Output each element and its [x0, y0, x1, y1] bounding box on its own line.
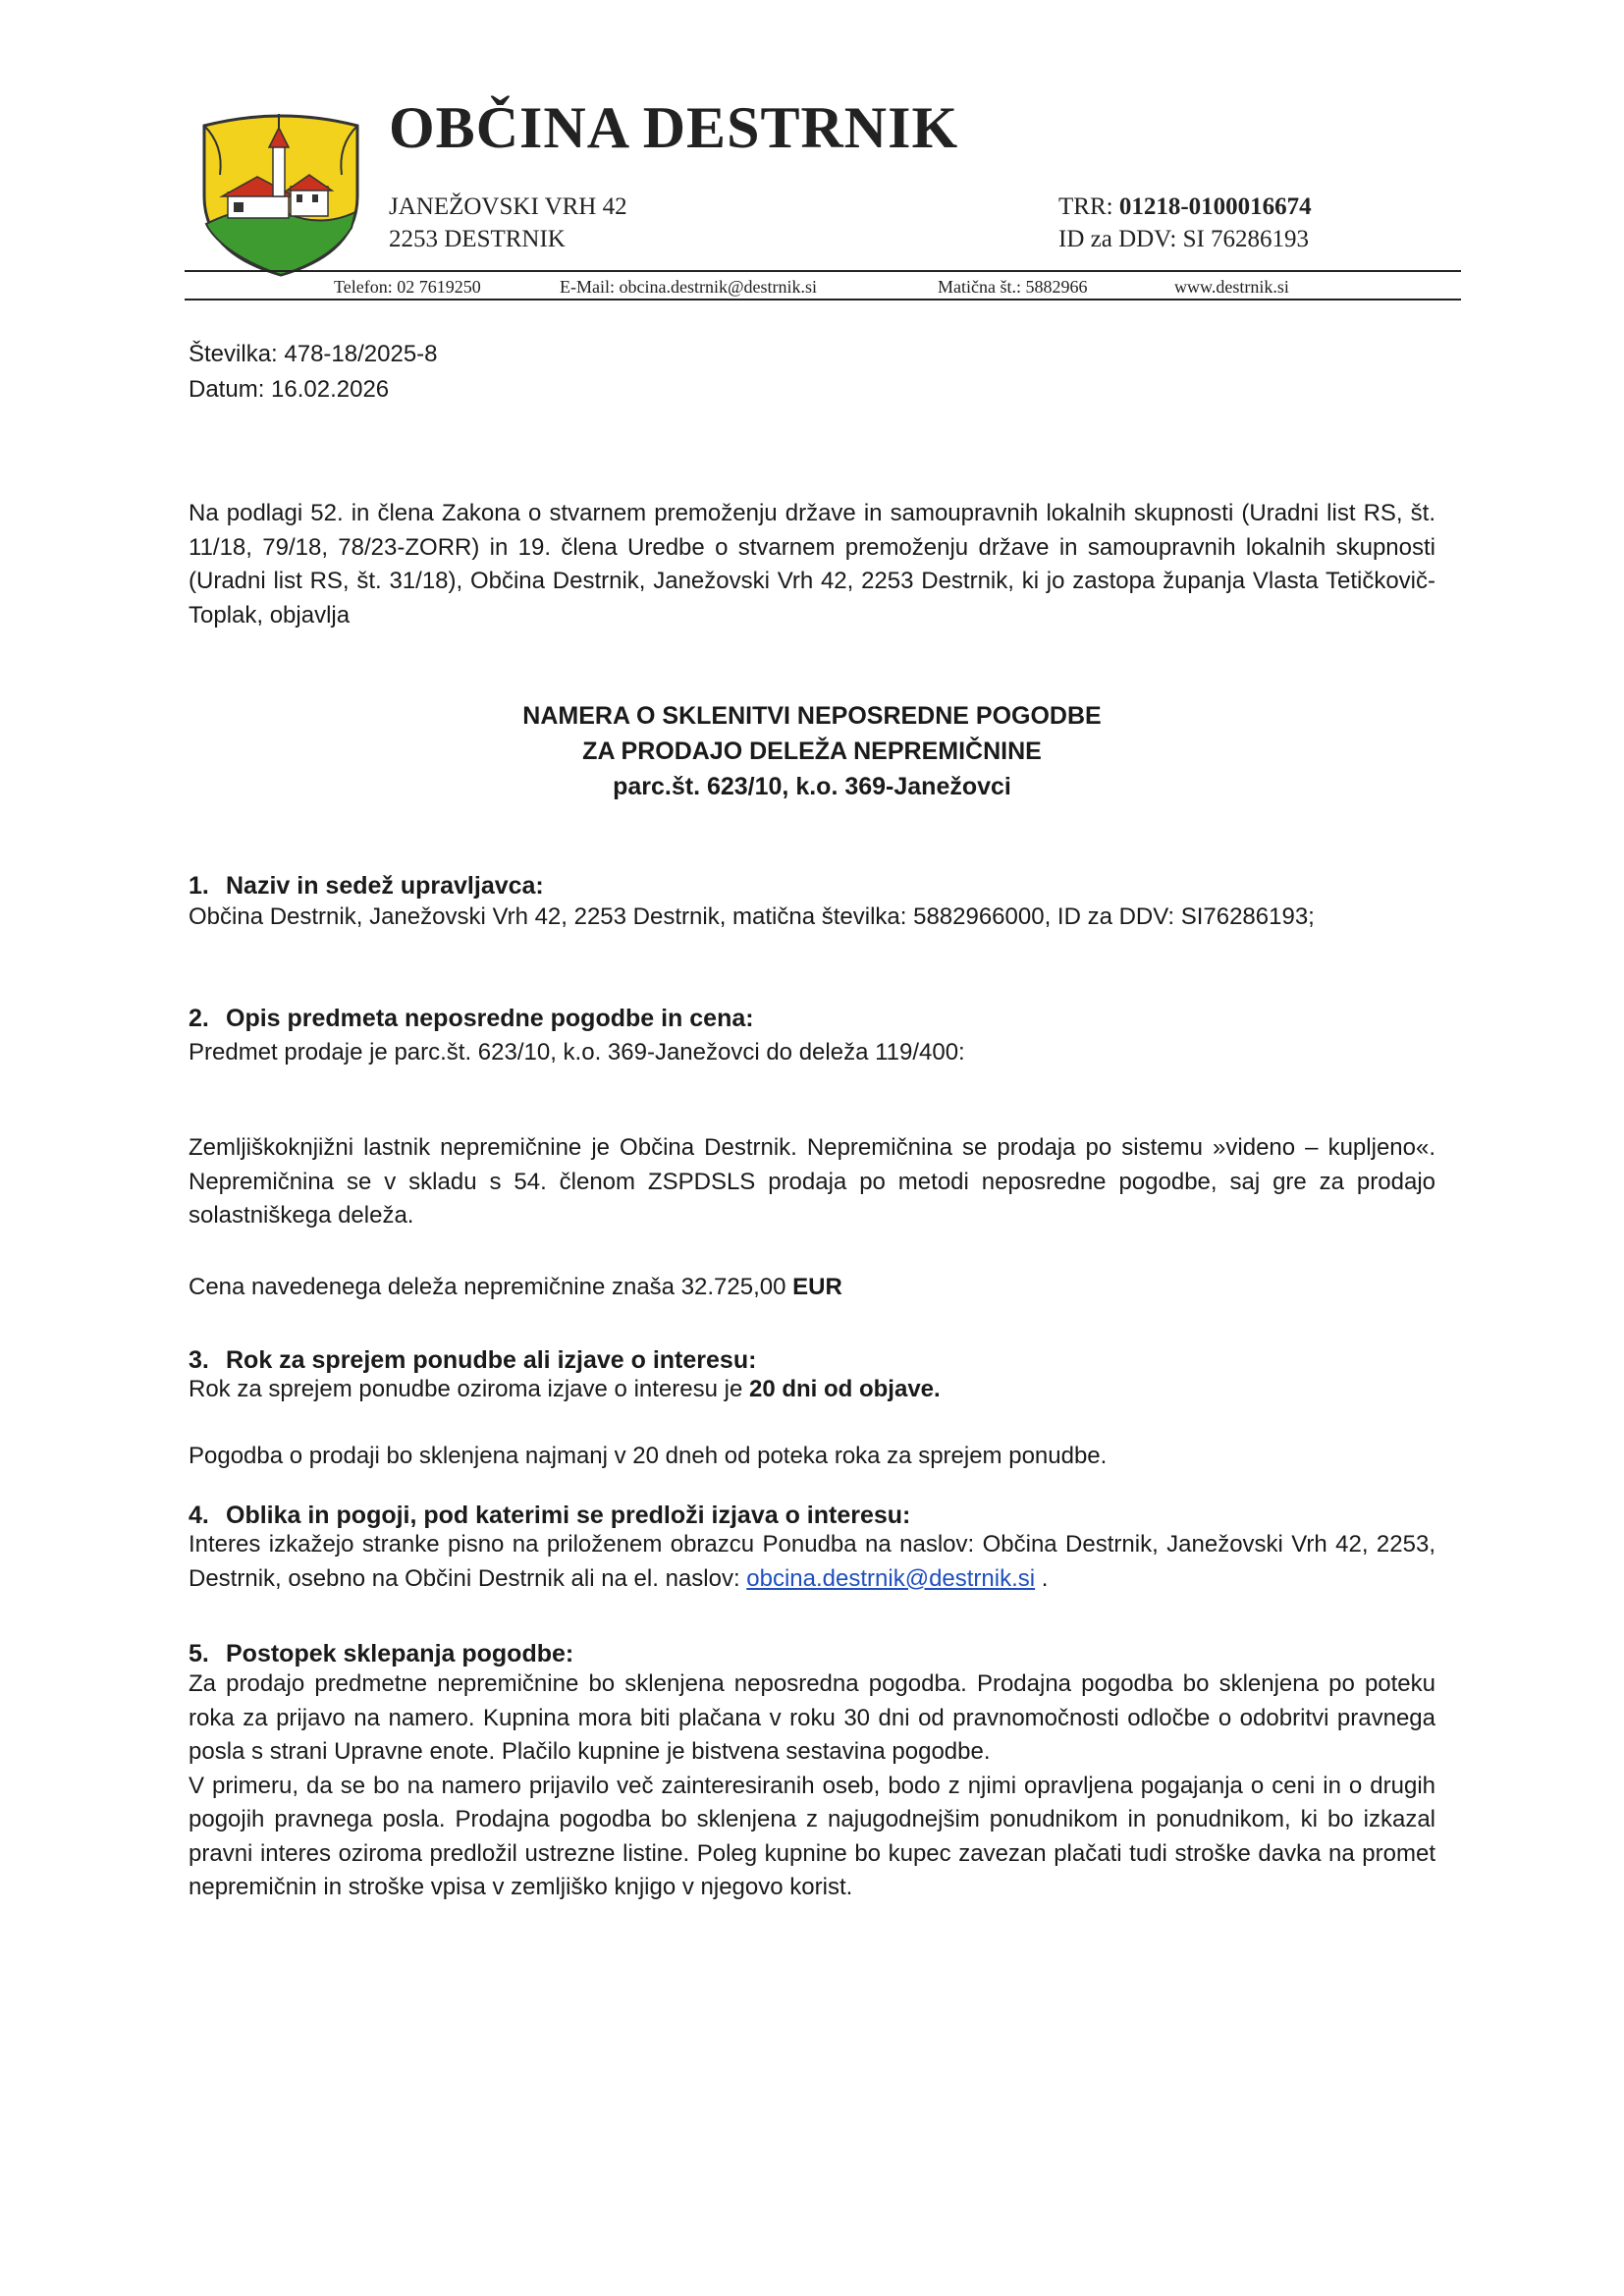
- section-1-text: Občina Destrnik, Janežovski Vrh 42, 2253 Destrnik, matična številka: 5882966000, ID za DDV: SI76286193;: [189, 903, 1315, 930]
- section-3-deadline: 20 dni od objave.: [748, 1376, 941, 1402]
- section-2-text-b: Zemljiškoknjižni lastnik nepremičnine je Občina Destrnik. Nepremičnina se prodaja po sistemu »videno – kupljeno«. Nepremičnina se v skladu s 54. členom ZSPDSLS prodaja po metodi neposredne pogodbe, saj gre za prodajo solastniškega deleža.: [189, 1134, 1435, 1229]
- section-4-number: 4.: [189, 1502, 209, 1529]
- email-link[interactable]: obcina.destrnik@destrnik.si: [746, 1564, 1036, 1592]
- section-2-price: [189, 1271, 1435, 1305]
- price-text: Cena navedenega deleža nepremičnine znaša 32.725,00: [189, 1274, 793, 1300]
- municipality-crest-icon: [194, 106, 367, 279]
- document-title: [189, 698, 1435, 804]
- document-number: Številka: 478-18/2025-8: [189, 341, 438, 367]
- section-4-text: Interes izkažejo stranke pisno na priloženem obrazcu Ponudba na naslov: Občina Destrnik, Janežovski Vrh 42, 2253, Destrnik, osebno na Občini Destrnik ali na el. naslov:: [189, 1531, 1435, 1592]
- section-5-body: [189, 1667, 1435, 1905]
- section-3-body-b: [189, 1440, 1435, 1474]
- trr-line: [1058, 194, 1312, 219]
- section-4-end: .: [1035, 1564, 1049, 1592]
- section-5-title: Postopek sklepanja pogodbe:: [226, 1640, 574, 1667]
- intro-paragraph: [189, 497, 1435, 632]
- section-2-heading: [189, 1007, 754, 1031]
- title-line-1: NAMERA O SKLENITVI NEPOSREDNE POGODBE: [522, 702, 1102, 730]
- contact-phone: Telefon: 02 7619250: [334, 277, 481, 297]
- header-rule-top: [185, 270, 1461, 272]
- section-1-number: 1.: [189, 872, 209, 900]
- section-4-body: [189, 1528, 1435, 1596]
- section-1-heading: [189, 874, 544, 899]
- section-4-title: Oblika in pogoji, pod katerimi se predloži izjava o interesu:: [226, 1502, 911, 1529]
- section-4-heading: [189, 1503, 910, 1528]
- section-5-number: 5.: [189, 1640, 209, 1667]
- address-city: 2253 DESTRNIK: [389, 226, 566, 252]
- ddv-line: ID za DDV: SI 76286193: [1058, 226, 1310, 252]
- section-1-body: [189, 901, 1435, 935]
- title-line-2: ZA PRODAJO DELEŽA NEPREMIČNINE: [582, 738, 1042, 765]
- section-2-text-a: Predmet prodaje je parc.št. 623/10, k.o. 369-Janežovci do deleža 119/400:: [189, 1039, 965, 1066]
- header-rule-bottom: [185, 299, 1461, 301]
- document-date: Datum: 16.02.2026: [189, 376, 390, 403]
- section-5-text-a: Za prodajo predmetne nepremičnine bo sklenjena neposredna pogodba. Prodajna pogodba bo sklenjena po poteku roka za prijavo na namero. Kupnina mora biti plačana v roku 30 dni od pravnomočnosti odločbe o odobritvi pravnega posla s strani Upravne enote. Plačilo kupnine je bistvena sestavina pogodbe.: [189, 1670, 1435, 1765]
- trr-label: TRR:: [1058, 193, 1113, 220]
- section-2-body-b: [189, 1131, 1435, 1233]
- intro-text: Na podlagi 52. in člena Zakona o stvarnem premoženju države in samoupravnih lokalnih skupnosti (Uradni list RS, št. 11/18, 79/18, 78/23-ZORR) in 19. člena Uredbe o stvarnem premoženju države in samoupravnih lokalnih skupnosti (Uradni list RS, št. 31/18), Občina Destrnik, Janežovski Vrh 42, 2253 Destrnik, ki jo zastopa županja Vlasta Tetičkovič-Toplak, objavlja: [189, 500, 1435, 629]
- section-1-title: Naziv in sedež upravljavca:: [226, 872, 544, 900]
- contact-email: E-Mail: obcina.destrnik@destrnik.si: [560, 277, 818, 297]
- section-3-text: Rok za sprejem ponudbe oziroma izjave o interesu je: [189, 1376, 749, 1402]
- section-2-title: Opis predmeta neposredne pogodbe in cena:: [226, 1005, 754, 1032]
- title-line-3: parc.št. 623/10, k.o. 369-Janežovci: [613, 773, 1011, 800]
- section-3-title: Rok za sprejem ponudbe ali izjave o interesu:: [226, 1346, 757, 1374]
- section-3-text-b: Pogodba o prodaji bo sklenjena najmanj v 20 dneh od poteka roka za sprejem ponudbe.: [189, 1443, 1108, 1469]
- contact-registration-number: Matična št.: 5882966: [938, 277, 1088, 297]
- section-2-number: 2.: [189, 1005, 209, 1032]
- section-3-body-a: [189, 1373, 1435, 1407]
- trr-value: 01218-0100016674: [1118, 193, 1312, 220]
- org-name: OBČINA DESTRNIK: [389, 95, 959, 160]
- contact-website: www.destrnik.si: [1174, 277, 1289, 297]
- section-3-number: 3.: [189, 1346, 209, 1374]
- section-5-text-b: V primeru, da se bo na namero prijavilo več zainteresiranih oseb, bodo z njimi opravljena pogajanja o ceni in o drugih pogojih pravnega posla. Prodajna pogodba bo sklenjena z najugodnejšim ponudnikom in ponudnikom, ki bo izkazal pravni interes oziroma predložil ustrezne listine. Poleg kupnine bo kupec zavezan plačati tudi stroške davka na promet nepremičnin in stroške vpisa v zemljiško knjigo v njegovo korist.: [189, 1772, 1435, 1900]
- section-2-body-a: [189, 1036, 1435, 1070]
- price-currency: EUR: [792, 1274, 842, 1300]
- section-3-heading: [189, 1348, 756, 1373]
- section-5-heading: [189, 1642, 573, 1667]
- address-street: JANEŽOVSKI VRH 42: [389, 193, 627, 220]
